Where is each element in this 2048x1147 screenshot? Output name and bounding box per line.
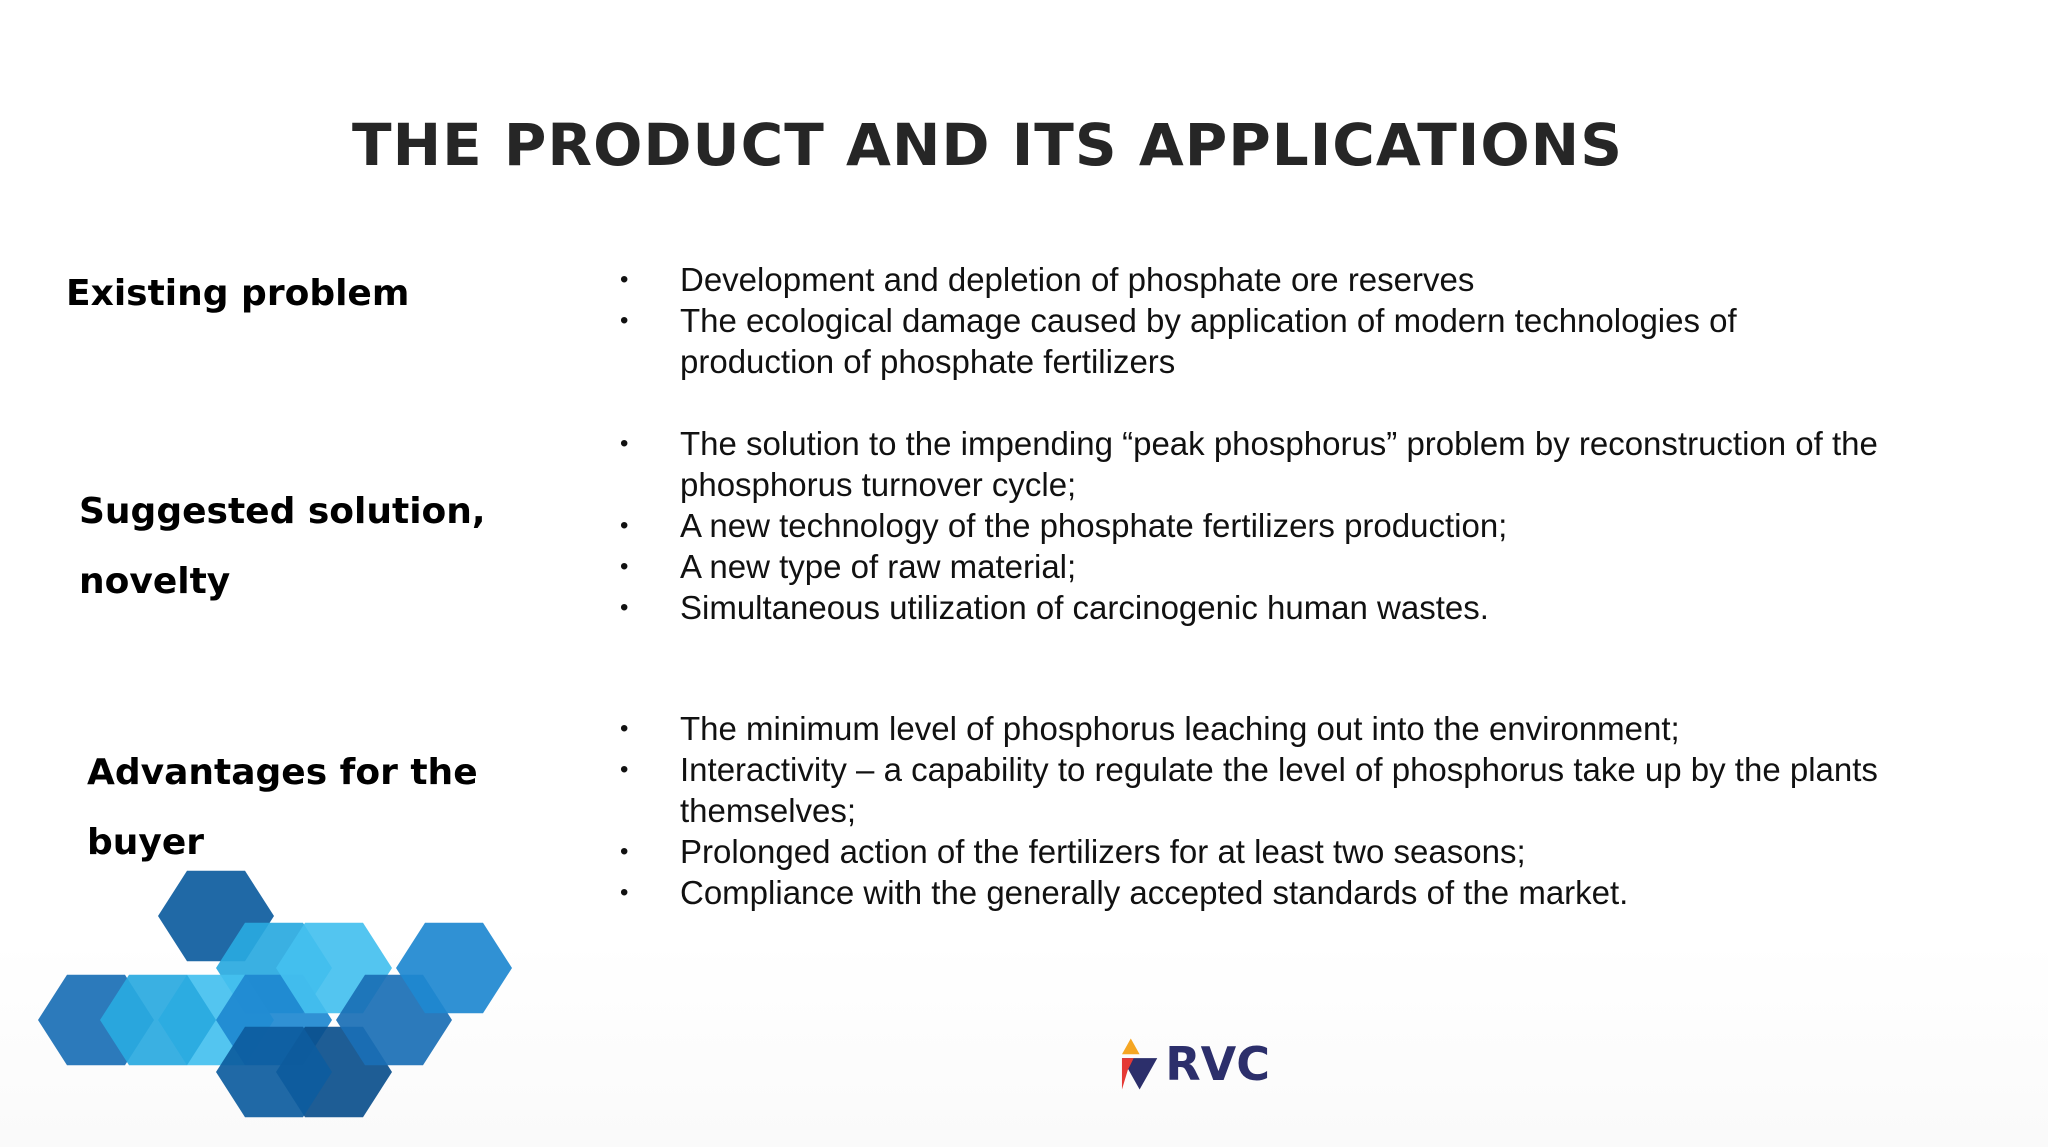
- bullet-icon: •: [620, 594, 629, 621]
- list-item-text: The ecological damage caused by application of modern technologies of production of phosphate fertilizers: [680, 302, 1737, 380]
- rvc-logo-text: RVC: [1165, 1037, 1270, 1091]
- bullet-icon: •: [620, 430, 629, 457]
- list-item-text: Development and depletion of phosphate ore reserves: [680, 261, 1475, 298]
- section-label-line: Suggested solution,: [79, 491, 486, 532]
- bullet-icon: •: [620, 838, 629, 865]
- bullet-icon: •: [620, 307, 629, 334]
- list-item: [620, 505, 1880, 546]
- list-item: [620, 708, 1880, 749]
- list-item: [620, 259, 1820, 300]
- list-item-text: Interactivity – a capability to regulate the level of phosphorus take up by the plants themselves;: [680, 751, 1878, 829]
- bullet-icon: •: [620, 266, 629, 293]
- section-label-line: novelty: [79, 561, 231, 602]
- list-item-text: Compliance with the generally accepted standards of the market.: [680, 874, 1629, 911]
- list-item: [620, 831, 1880, 872]
- slide-title: THE PRODUCT AND ITS APPLICATIONS: [352, 110, 1623, 179]
- bullet-icon: •: [620, 512, 629, 539]
- list-item-text: The solution to the impending “peak phosphorus” problem by reconstruction of the phosphorus turnover cycle;: [680, 425, 1878, 503]
- section-label-line: buyer: [87, 822, 205, 863]
- list-item-text: Prolonged action of the fertilizers for at least two seasons;: [680, 833, 1526, 870]
- list-item: [620, 587, 1880, 628]
- list-item: [620, 546, 1880, 587]
- bullet-list-existing-problem: [620, 259, 1820, 382]
- bullet-list-suggested-solution: [620, 423, 1880, 628]
- list-item-text: A new technology of the phosphate fertilizers production;: [680, 507, 1508, 544]
- rvc-logo: [1120, 1034, 1270, 1094]
- section-label-advantages: [87, 738, 478, 878]
- section-label-existing-problem: [66, 259, 409, 329]
- list-item: [620, 872, 1880, 913]
- bullet-icon: •: [620, 553, 629, 580]
- bullet-icon: •: [620, 879, 629, 906]
- section-label-line: Advantages for the: [87, 752, 478, 793]
- list-item: [620, 749, 1880, 831]
- section-label-line: Existing problem: [66, 273, 410, 314]
- bullet-list-advantages: [620, 708, 1880, 913]
- list-item-text: A new type of raw material;: [680, 548, 1077, 585]
- rvc-logo-icon: [1120, 1036, 1159, 1092]
- bullet-icon: •: [620, 756, 629, 783]
- bullet-icon: •: [620, 715, 629, 742]
- section-label-suggested-solution: [79, 477, 486, 617]
- hexagon-cluster-icon: [38, 866, 543, 1127]
- list-item-text: Simultaneous utilization of carcinogenic human wastes.: [680, 589, 1489, 626]
- list-item: [620, 300, 1820, 382]
- list-item-text: The minimum level of phosphorus leaching out into the environment;: [680, 710, 1680, 747]
- list-item: [620, 423, 1880, 505]
